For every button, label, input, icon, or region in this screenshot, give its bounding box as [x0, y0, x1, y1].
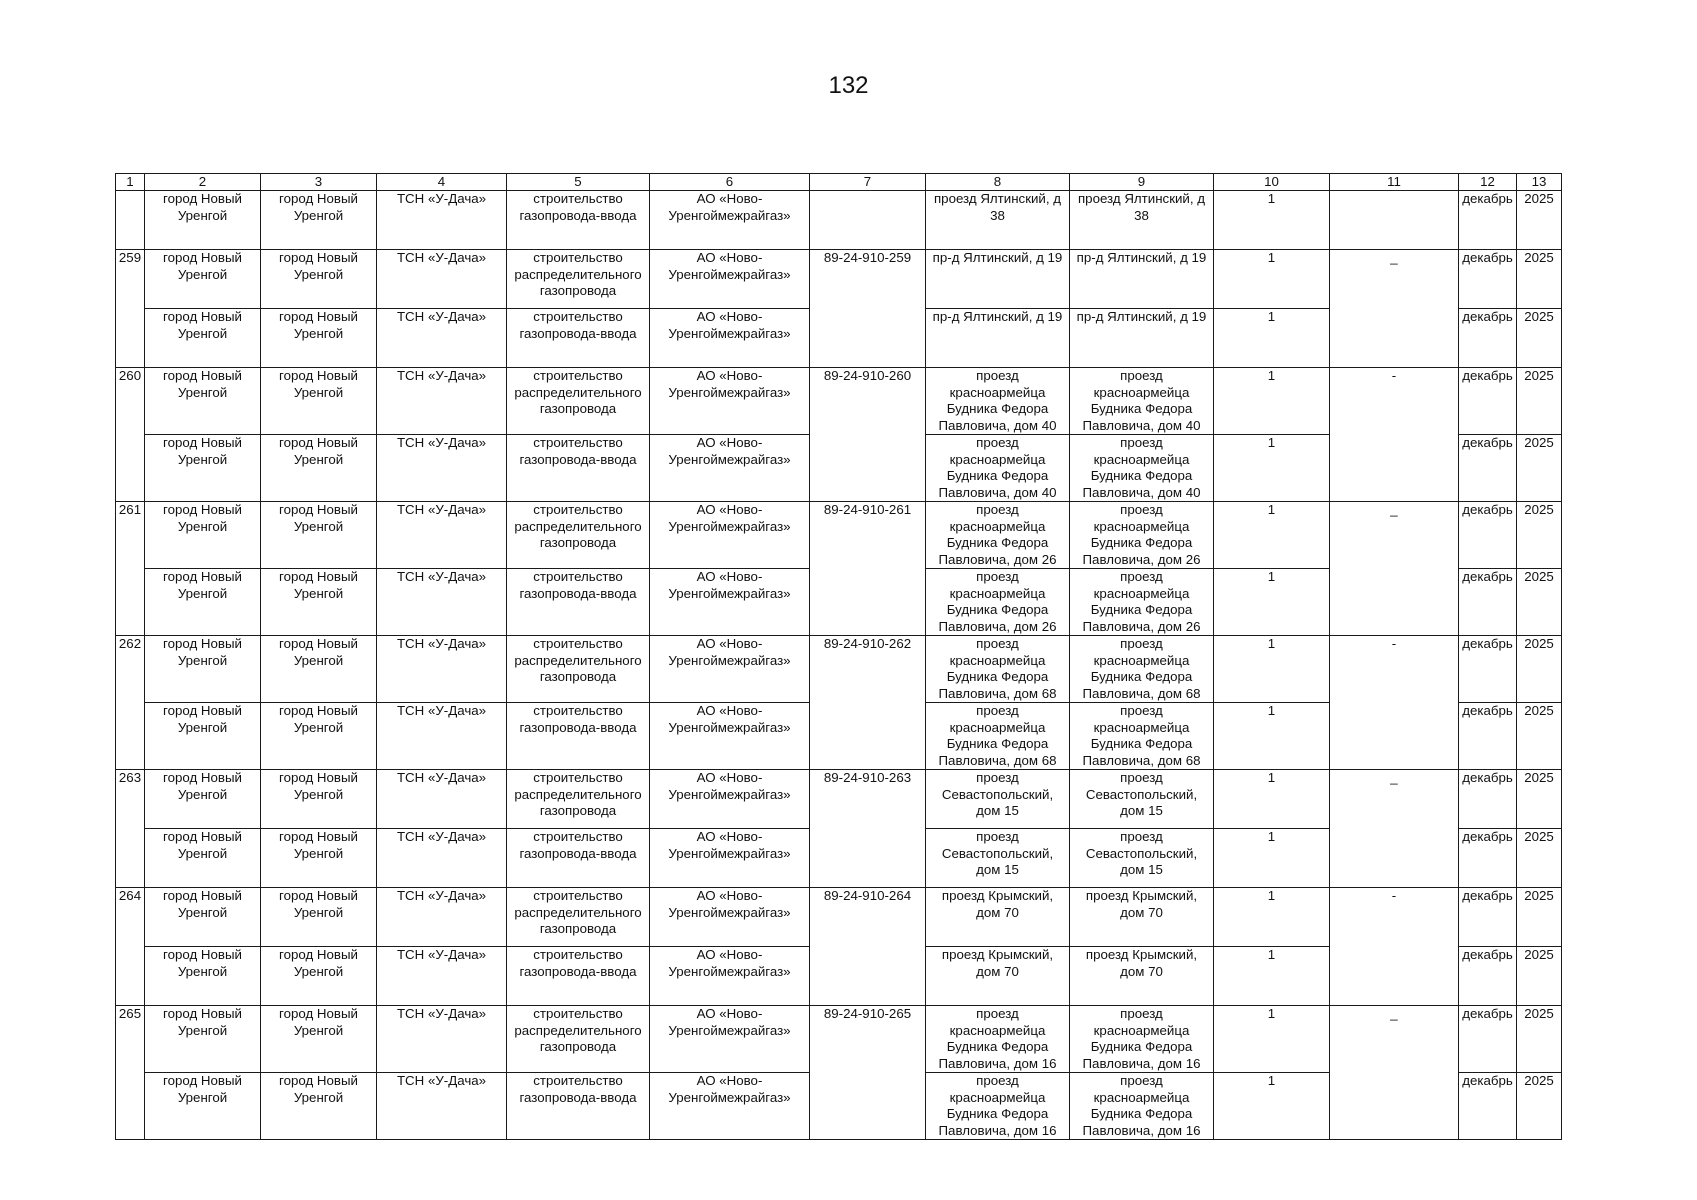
data-cell: проезд красноармейца Будника Федора Павловича, дом 26 — [926, 502, 1070, 569]
row-number-cell: 261 — [116, 502, 145, 636]
data-cell: 1 — [1214, 703, 1330, 770]
registry-number-cell: 89-24-910-262 — [810, 636, 926, 770]
data-cell: проезд Крымский, дом 70 — [926, 888, 1070, 947]
registry-table-body — [116, 174, 1562, 1140]
data-cell: ТСН «У-Дача» — [377, 1006, 507, 1073]
data-cell: 2025 — [1517, 829, 1562, 888]
data-cell: декабрь — [1459, 368, 1517, 435]
data-cell: АО «Ново- Уренгоймежрайгаз» — [650, 770, 810, 829]
data-cell: декабрь — [1459, 636, 1517, 703]
header-cell: 9 — [1070, 174, 1214, 191]
data-cell: АО «Ново- Уренгоймежрайгаз» — [650, 888, 810, 947]
row-number-cell: 260 — [116, 368, 145, 502]
data-cell: строительство газопровода-ввода — [507, 191, 650, 250]
data-cell: ТСН «У-Дача» — [377, 770, 507, 829]
data-cell: проезд Севастопольский, дом 15 — [1070, 829, 1214, 888]
data-cell: 1 — [1214, 829, 1330, 888]
data-cell: проезд красноармейца Будника Федора Павловича, дом 40 — [1070, 368, 1214, 435]
data-cell: город Новый Уренгой — [145, 888, 261, 947]
data-cell: строительство распределительного газопровода — [507, 368, 650, 435]
data-cell: город Новый Уренгой — [261, 191, 377, 250]
data-cell: 2025 — [1517, 191, 1562, 250]
header-cell: 8 — [926, 174, 1070, 191]
mark-cell: _ — [1330, 770, 1459, 888]
data-cell: ТСН «У-Дача» — [377, 191, 507, 250]
header-cell: 13 — [1517, 174, 1562, 191]
data-cell: ТСН «У-Дача» — [377, 829, 507, 888]
header-cell: 11 — [1330, 174, 1459, 191]
data-cell: проезд красноармейца Будника Федора Павловича, дом 40 — [1070, 435, 1214, 502]
data-cell: АО «Ново- Уренгоймежрайгаз» — [650, 435, 810, 502]
data-cell: 1 — [1214, 636, 1330, 703]
data-cell: 1 — [1214, 569, 1330, 636]
data-cell: ТСН «У-Дача» — [377, 636, 507, 703]
data-cell: ТСН «У-Дача» — [377, 1073, 507, 1140]
data-cell: декабрь — [1459, 435, 1517, 502]
data-cell: город Новый Уренгой — [145, 569, 261, 636]
data-cell: 2025 — [1517, 1006, 1562, 1073]
data-cell: проезд Севастопольский, дом 15 — [926, 770, 1070, 829]
header-row — [116, 174, 1562, 191]
data-cell: АО «Ново- Уренгоймежрайгаз» — [650, 1006, 810, 1073]
data-cell: город Новый Уренгой — [145, 703, 261, 770]
data-cell: ТСН «У-Дача» — [377, 502, 507, 569]
header-cell: 10 — [1214, 174, 1330, 191]
header-cell: 12 — [1459, 174, 1517, 191]
registry-table — [115, 173, 1562, 1140]
header-cell: 7 — [810, 174, 926, 191]
data-cell: проезд красноармейца Будника Федора Павловича, дом 68 — [926, 636, 1070, 703]
mark-cell: _ — [1330, 250, 1459, 368]
table-row — [116, 636, 1562, 703]
row-number-cell: 262 — [116, 636, 145, 770]
row-number-cell: 263 — [116, 770, 145, 888]
data-cell: АО «Ново- Уренгоймежрайгаз» — [650, 829, 810, 888]
data-cell: 2025 — [1517, 368, 1562, 435]
data-cell: проезд красноармейца Будника Федора Павловича, дом 26 — [1070, 569, 1214, 636]
data-cell: декабрь — [1459, 1006, 1517, 1073]
data-cell: ТСН «У-Дача» — [377, 368, 507, 435]
data-cell: город Новый Уренгой — [145, 309, 261, 368]
data-cell: 2025 — [1517, 888, 1562, 947]
data-cell: город Новый Уренгой — [261, 435, 377, 502]
data-cell: проезд красноармейца Будника Федора Павловича, дом 40 — [926, 435, 1070, 502]
data-cell: город Новый Уренгой — [145, 770, 261, 829]
data-cell: город Новый Уренгой — [145, 1006, 261, 1073]
data-cell: ТСН «У-Дача» — [377, 435, 507, 502]
data-cell: строительство газопровода-ввода — [507, 1073, 650, 1140]
data-cell: проезд красноармейца Будника Федора Павловича, дом 26 — [1070, 502, 1214, 569]
data-cell: город Новый Уренгой — [261, 888, 377, 947]
data-cell: декабрь — [1459, 502, 1517, 569]
mark-cell: _ — [1330, 1006, 1459, 1140]
data-cell: 1 — [1214, 1073, 1330, 1140]
data-cell: 1 — [1214, 888, 1330, 947]
mark-cell: - — [1330, 368, 1459, 502]
data-cell: город Новый Уренгой — [145, 1073, 261, 1140]
data-cell: 2025 — [1517, 309, 1562, 368]
data-cell: пр-д Ялтинский, д 19 — [1070, 309, 1214, 368]
row-number-cell: 264 — [116, 888, 145, 1006]
header-cell: 6 — [650, 174, 810, 191]
header-cell: 1 — [116, 174, 145, 191]
data-cell: город Новый Уренгой — [261, 829, 377, 888]
data-cell: город Новый Уренгой — [145, 636, 261, 703]
data-cell: проезд красноармейца Будника Федора Павловича, дом 16 — [1070, 1073, 1214, 1140]
data-cell: город Новый Уренгой — [261, 569, 377, 636]
data-cell: АО «Ново- Уренгоймежрайгаз» — [650, 502, 810, 569]
registry-number-cell: 89-24-910-259 — [810, 250, 926, 368]
data-cell: строительство распределительного газопровода — [507, 250, 650, 309]
data-cell: строительство распределительного газопровода — [507, 636, 650, 703]
data-cell: строительство газопровода-ввода — [507, 703, 650, 770]
data-cell: декабрь — [1459, 770, 1517, 829]
data-cell: 2025 — [1517, 703, 1562, 770]
data-cell: АО «Ново- Уренгоймежрайгаз» — [650, 947, 810, 1006]
data-cell: декабрь — [1459, 1073, 1517, 1140]
data-cell: ТСН «У-Дача» — [377, 888, 507, 947]
data-cell: строительство распределительного газопровода — [507, 1006, 650, 1073]
data-cell: 2025 — [1517, 502, 1562, 569]
mark-cell: - — [1330, 888, 1459, 1006]
registry-number-cell: 89-24-910-260 — [810, 368, 926, 502]
data-cell: ТСН «У-Дача» — [377, 250, 507, 309]
registry-number-cell: 89-24-910-263 — [810, 770, 926, 888]
mark-cell: - — [1330, 636, 1459, 770]
data-cell: 2025 — [1517, 435, 1562, 502]
data-cell: 1 — [1214, 191, 1330, 250]
row-number-cell: 265 — [116, 1006, 145, 1140]
data-cell: пр-д Ялтинский, д 19 — [926, 309, 1070, 368]
data-cell: 1 — [1214, 1006, 1330, 1073]
data-cell: город Новый Уренгой — [261, 502, 377, 569]
data-cell: проезд красноармейца Будника Федора Павловича, дом 16 — [926, 1073, 1070, 1140]
data-cell: 2025 — [1517, 569, 1562, 636]
data-cell: АО «Ново- Уренгоймежрайгаз» — [650, 191, 810, 250]
data-cell: АО «Ново- Уренгоймежрайгаз» — [650, 636, 810, 703]
data-cell: город Новый Уренгой — [145, 250, 261, 309]
data-cell: город Новый Уренгой — [145, 502, 261, 569]
header-cell: 4 — [377, 174, 507, 191]
data-cell: декабрь — [1459, 569, 1517, 636]
mark-cell — [1330, 191, 1459, 250]
data-cell: 2025 — [1517, 250, 1562, 309]
data-cell: город Новый Уренгой — [145, 947, 261, 1006]
table-row — [116, 1006, 1562, 1073]
header-cell: 3 — [261, 174, 377, 191]
data-cell: 2025 — [1517, 636, 1562, 703]
data-cell: проезд красноармейца Будника Федора Павловича, дом 68 — [1070, 703, 1214, 770]
data-cell: город Новый Уренгой — [145, 191, 261, 250]
data-cell: проезд красноармейца Будника Федора Павловича, дом 40 — [926, 368, 1070, 435]
data-cell: строительство распределительного газопровода — [507, 770, 650, 829]
data-cell: город Новый Уренгой — [145, 829, 261, 888]
data-cell: город Новый Уренгой — [145, 435, 261, 502]
data-cell: проезд красноармейца Будника Федора Павловича, дом 26 — [926, 569, 1070, 636]
table-row — [116, 250, 1562, 309]
data-cell: строительство газопровода-ввода — [507, 829, 650, 888]
data-cell: строительство распределительного газопровода — [507, 888, 650, 947]
data-cell: 1 — [1214, 368, 1330, 435]
data-cell: ТСН «У-Дача» — [377, 703, 507, 770]
data-cell: пр-д Ялтинский, д 19 — [1070, 250, 1214, 309]
data-cell: декабрь — [1459, 191, 1517, 250]
data-cell: ТСН «У-Дача» — [377, 947, 507, 1006]
data-cell: город Новый Уренгой — [261, 1006, 377, 1073]
data-cell: декабрь — [1459, 888, 1517, 947]
data-cell: строительство газопровода-ввода — [507, 947, 650, 1006]
data-cell: 2025 — [1517, 947, 1562, 1006]
data-cell: 1 — [1214, 947, 1330, 1006]
data-cell: проезд красноармейца Будника Федора Павловича, дом 68 — [926, 703, 1070, 770]
table-row — [116, 888, 1562, 947]
data-cell: 1 — [1214, 250, 1330, 309]
data-cell: проезд Севастопольский, дом 15 — [1070, 770, 1214, 829]
data-cell: декабрь — [1459, 829, 1517, 888]
data-cell: 1 — [1214, 502, 1330, 569]
data-cell: город Новый Уренгой — [145, 368, 261, 435]
data-cell: проезд Ялтинский, д 38 — [926, 191, 1070, 250]
data-cell: АО «Ново- Уренгоймежрайгаз» — [650, 250, 810, 309]
data-cell: проезд красноармейца Будника Федора Павловича, дом 68 — [1070, 636, 1214, 703]
data-cell: декабрь — [1459, 250, 1517, 309]
header-cell: 5 — [507, 174, 650, 191]
data-cell: 1 — [1214, 770, 1330, 829]
data-cell: город Новый Уренгой — [261, 368, 377, 435]
data-cell: строительство газопровода-ввода — [507, 309, 650, 368]
data-cell: АО «Ново- Уренгоймежрайгаз» — [650, 1073, 810, 1140]
data-cell: декабрь — [1459, 309, 1517, 368]
registry-number-cell: 89-24-910-264 — [810, 888, 926, 1006]
data-cell: ТСН «У-Дача» — [377, 569, 507, 636]
data-cell: город Новый Уренгой — [261, 1073, 377, 1140]
data-cell: проезд Ялтинский, д 38 — [1070, 191, 1214, 250]
data-cell: декабрь — [1459, 947, 1517, 1006]
data-cell: город Новый Уренгой — [261, 703, 377, 770]
data-cell: 1 — [1214, 435, 1330, 502]
data-cell: проезд Крымский, дом 70 — [1070, 888, 1214, 947]
data-cell: декабрь — [1459, 703, 1517, 770]
data-cell: 1 — [1214, 309, 1330, 368]
table-row — [116, 191, 1562, 250]
registry-number-cell — [810, 191, 926, 250]
data-cell: строительство распределительного газопровода — [507, 502, 650, 569]
table-row — [116, 770, 1562, 829]
data-cell: 2025 — [1517, 770, 1562, 829]
data-cell: город Новый Уренгой — [261, 636, 377, 703]
row-number-cell — [116, 191, 145, 250]
registry-number-cell: 89-24-910-261 — [810, 502, 926, 636]
data-cell: город Новый Уренгой — [261, 947, 377, 1006]
registry-number-cell: 89-24-910-265 — [810, 1006, 926, 1140]
page-number: 132 — [828, 72, 869, 99]
data-cell: АО «Ново- Уренгоймежрайгаз» — [650, 309, 810, 368]
data-cell: строительство газопровода-ввода — [507, 435, 650, 502]
row-number-cell: 259 — [116, 250, 145, 368]
data-cell: АО «Ново- Уренгоймежрайгаз» — [650, 569, 810, 636]
data-cell: город Новый Уренгой — [261, 309, 377, 368]
data-cell: проезд Крымский, дом 70 — [1070, 947, 1214, 1006]
table-row — [116, 368, 1562, 435]
data-cell: ТСН «У-Дача» — [377, 309, 507, 368]
table-row — [116, 502, 1562, 569]
data-cell: город Новый Уренгой — [261, 250, 377, 309]
data-cell: проезд красноармейца Будника Федора Павловича, дом 16 — [1070, 1006, 1214, 1073]
data-cell: строительство газопровода-ввода — [507, 569, 650, 636]
header-cell: 2 — [145, 174, 261, 191]
data-cell: проезд Севастопольский, дом 15 — [926, 829, 1070, 888]
data-cell: АО «Ново- Уренгоймежрайгаз» — [650, 368, 810, 435]
data-cell: проезд красноармейца Будника Федора Павловича, дом 16 — [926, 1006, 1070, 1073]
data-cell: город Новый Уренгой — [261, 770, 377, 829]
data-cell: АО «Ново- Уренгоймежрайгаз» — [650, 703, 810, 770]
data-cell: проезд Крымский, дом 70 — [926, 947, 1070, 1006]
data-cell: пр-д Ялтинский, д 19 — [926, 250, 1070, 309]
mark-cell: _ — [1330, 502, 1459, 636]
data-cell: 2025 — [1517, 1073, 1562, 1140]
